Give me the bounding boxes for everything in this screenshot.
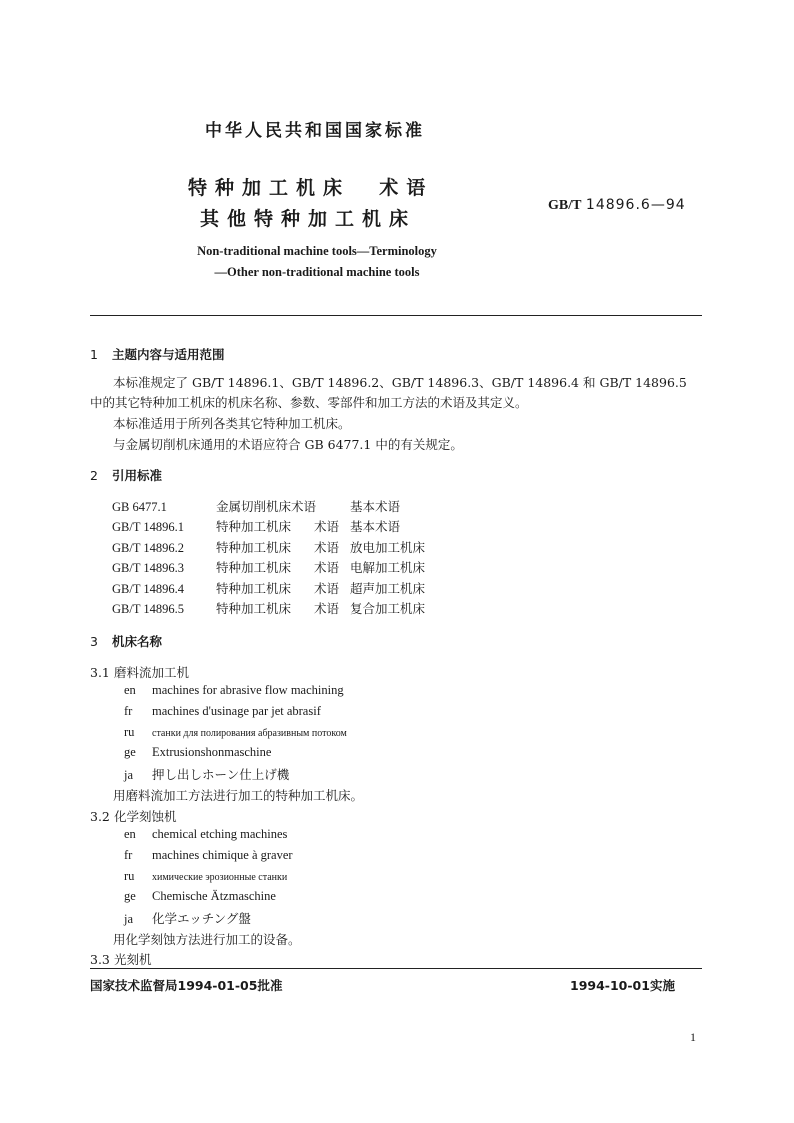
reference-row [112,579,425,597]
section-3-heading [90,632,162,650]
document-title-line1: 特种加工机床 术语 [188,177,434,199]
section-title: 引用标准 [112,468,163,483]
reference-code: GB/T 14896.3 [112,561,184,575]
reference-code: GB 6477.1 [112,500,167,514]
translation-text: станки для полирования абразивным потоком [152,728,347,739]
reference-topic: 电解加工机床 [350,560,426,575]
lang-label: ru [124,725,135,739]
translation-text: 化学エッチング盤 [152,911,251,926]
section-number: 3 [90,634,98,649]
lang-label: fr [124,848,133,862]
standard-code [548,197,686,214]
reference-title: 特种加工机床 [216,560,292,575]
term-definition: 用化学刻蚀方法进行加工的设备。 [113,932,301,947]
reference-subtitle: 术语 [314,540,340,555]
english-title-line2: —Other non-traditional machine tools [214,265,420,279]
section-1-para3: 与金属切削机床通用的术语应符合 GB 6477.1 中的有关规定。 [113,437,463,452]
term-translation-en [124,827,287,842]
translation-text: machines d'usinage par jet abrasif [152,704,321,718]
lang-label: en [124,683,136,697]
reference-row [112,599,425,617]
section-1-heading [90,345,225,363]
translation-text: machines chimique à graver [152,848,293,862]
english-title-line1: Non-traditional machine tools—Terminology [197,244,437,258]
section-title: 主题内容与适用范围 [112,347,225,362]
term-translation-fr [124,848,293,863]
section-number: 1 [90,347,98,362]
term-translation-fr [124,704,321,719]
term-name: 光刻机 [114,952,152,967]
section-number: 2 [90,468,98,483]
translation-text: химические эрозионные станки [152,872,288,883]
translation-text: Chemische Ätzmaschine [152,889,276,903]
term-number: 3.3 [90,952,110,967]
reference-row [112,558,425,576]
reference-subtitle: 基本术语 [350,499,401,514]
translation-text: chemical etching machines [152,827,288,841]
lang-label: ja [124,912,134,926]
reference-code: GB/T 14896.2 [112,541,184,555]
reference-title: 特种加工机床 [216,540,292,555]
section-2-heading [90,466,162,484]
translation-text: Extrusionshonmaschine [152,745,272,759]
reference-subtitle: 术语 [314,581,340,596]
term-translation-ja [124,765,289,783]
term-translation-en [124,683,344,698]
lang-label: ja [124,768,134,782]
reference-subtitle: 术语 [314,601,340,616]
lang-label: en [124,827,136,841]
section-1-para1-line2: 中的其它特种加工机床的机床名称、参数、零部件和加工方法的术语及其定义。 [90,395,528,410]
reference-subtitle: 术语 [314,560,340,575]
term-3-3-heading [90,950,152,968]
term-definition: 用磨料流加工方法进行加工的特种加工机床。 [113,788,364,803]
reference-title: 金属切削机床术语 [216,499,317,514]
reference-row [112,517,400,535]
page-number: 1 [690,1030,696,1044]
translation-text: machines for abrasive flow machining [152,683,344,697]
term-3-2-heading [90,807,177,825]
document-title-line2: 其他特种加工机床 [200,208,417,230]
lang-label: ge [124,745,136,759]
term-translation-ge [124,889,276,904]
reference-row [112,497,400,515]
lang-label: fr [124,704,133,718]
approval-statement: 国家技术监督局1994-01-05批准 [90,978,283,993]
term-name: 磨料流加工机 [114,665,190,680]
standard-code-prefix: GB/T [548,198,582,213]
reference-code: GB/T 14896.1 [112,520,184,534]
footer-divider [90,968,702,969]
reference-code: GB/T 14896.5 [112,602,184,616]
reference-title: 特种加工机床 [216,581,292,596]
reference-topic: 基本术语 [350,519,401,534]
reference-topic: 放电加工机床 [350,540,426,555]
effective-date: 1994-10-01实施 [570,978,675,993]
header-divider [90,315,702,316]
term-translation-ge [124,745,271,760]
term-3-1-heading [90,663,189,681]
reference-subtitle: 术语 [314,519,340,534]
term-translation-ru [124,725,347,740]
lang-label: ru [124,869,135,883]
standard-code-number: 14896.6—94 [585,197,686,213]
reference-title: 特种加工机床 [216,519,292,534]
translation-text: 押し出しホーン仕上げ機 [152,767,290,782]
reference-code: GB/T 14896.4 [112,582,184,596]
lang-label: ge [124,889,136,903]
reference-row [112,538,425,556]
term-translation-ja [124,909,251,927]
national-standard-heading: 中华人民共和国国家标准 [205,121,425,141]
term-number: 3.2 [90,809,110,824]
reference-title: 特种加工机床 [216,601,292,616]
section-title: 机床名称 [112,634,163,649]
term-name: 化学刻蚀机 [114,809,177,824]
section-1-para2: 本标准适用于所列各类其它特种加工机床。 [113,416,351,431]
reference-topic: 超声加工机床 [350,581,426,596]
term-translation-ru [124,869,287,884]
section-1-para1-line1: 本标准规定了 GB/T 14896.1、GB/T 14896.2、GB/T 14896.3、GB/T 14896.4 和 GB/T 14896.5 [113,375,687,390]
reference-topic: 复合加工机床 [350,601,426,616]
term-number: 3.1 [90,665,110,680]
